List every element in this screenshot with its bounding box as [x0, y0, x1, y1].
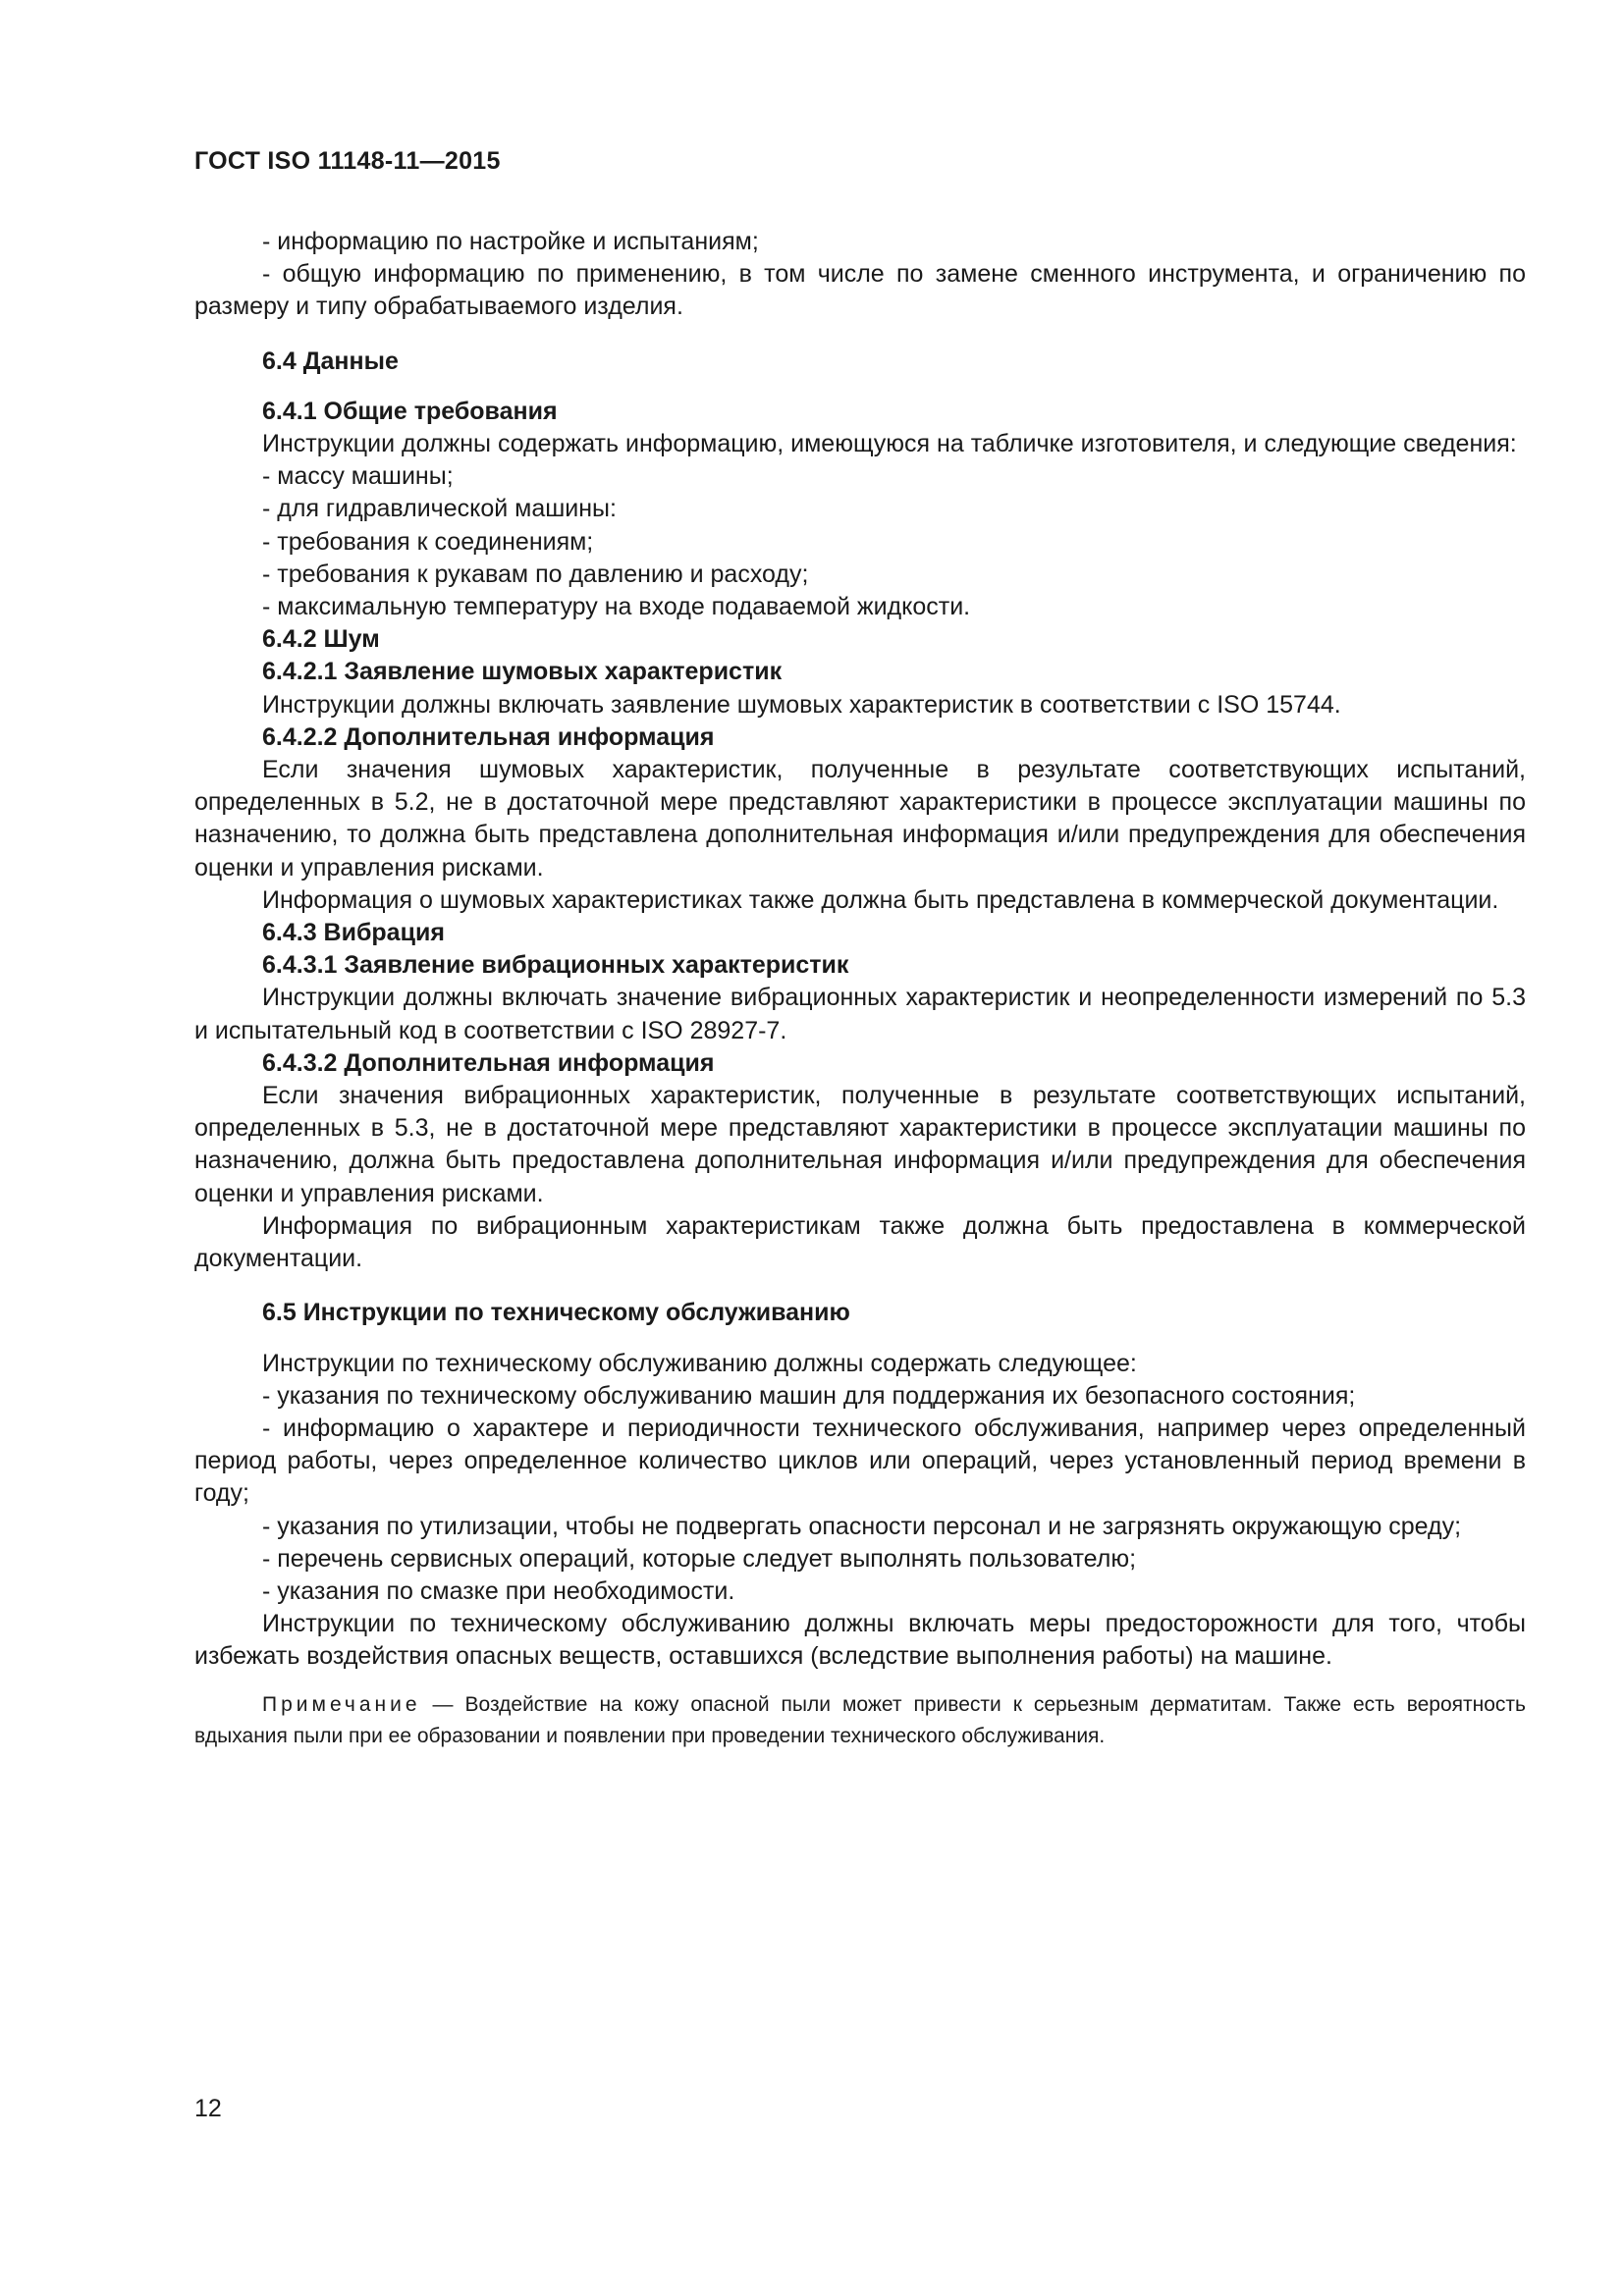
list-item: - для гидравлической машины:	[262, 495, 617, 523]
list-item: - указания по утилизации, чтобы не подвергать опасности персонал и не загрязнять окружающую среду;	[262, 1512, 1462, 1540]
paragraph: Инструкции должны включать заявление шумовых характеристик в соответствии с ISO 15744.	[262, 690, 1341, 719]
page-number: 12	[194, 2095, 222, 2122]
note-text: — Воздействие на кожу опасной пыли может привести к серьезным дерматитам. Также есть вероятность вдыхания пыли при ее образовании и появлении при проведении технического обслуживания.	[194, 1692, 1526, 1747]
document-body	[194, 226, 1526, 1773]
subsection-heading-6-4-2-2: 6.4.2.2 Дополнительная информация	[262, 722, 715, 751]
list-item: - указания по смазке при необходимости.	[262, 1576, 735, 1605]
paragraph: Инструкции по техническому обслуживанию должны включать меры предосторожности для того, чтобы избежать воздействия опасных веществ, оставшихся (вследствие выполнения работы) на машине.	[194, 1610, 1526, 1671]
note-label: Примечание	[262, 1692, 421, 1716]
section-heading-6-5: 6.5 Инструкции по техническому обслуживанию	[262, 1299, 850, 1327]
subsection-heading-6-4-3-2: 6.4.3.2 Дополнительная информация	[262, 1048, 715, 1077]
subsection-heading-6-4-3: 6.4.3 Вибрация	[262, 919, 445, 947]
paragraph: Информация по вибрационным характеристикам также должна быть предоставлена в коммерческой документации.	[194, 1211, 1526, 1273]
list-item: - указания по техническому обслуживанию машин для поддержания их безопасного состояния;	[262, 1381, 1356, 1410]
subsection-heading-6-4-2-1: 6.4.2.1 Заявление шумовых характеристик	[262, 658, 783, 686]
paragraph: Инструкции по техническому обслуживанию должны содержать следующее:	[262, 1349, 1137, 1377]
paragraph: Инструкции должны включать значение вибрационных характеристик и неопределенности измерений по 5.3 и испытательный код в соответствии с ISO 28927-7.	[194, 984, 1526, 1044]
paragraph: Если значения шумовых характеристик, полученные в результате соответствующих испытаний, определенных в 5.2, не в достаточной мере представляют характеристики в процессе эксплуатации машины по назначению, то должна быть представлена дополнительная информация и/или предупреждения для обеспечения оценки и управления рисками.	[194, 756, 1526, 881]
list-item: - требования к рукавам по давлению и расходу;	[262, 560, 809, 588]
subsection-heading-6-4-3-1: 6.4.3.1 Заявление вибрационных характеристик	[262, 951, 849, 980]
list-item: - массу машины;	[262, 462, 454, 491]
list-item: - общую информацию по применению, в том числе по замене сменного инструмента, и ограничению по размеру и типу обрабатываемого изделия.	[194, 260, 1526, 321]
list-item: - перечень сервисных операций, которые следует выполнять пользователю;	[262, 1544, 1137, 1573]
paragraph: Информация о шумовых характеристиках также должна быть представлена в коммерческой документации.	[262, 885, 1499, 914]
list-item: - информацию по настройке и испытаниям;	[262, 228, 759, 255]
document-code-header: ГОСТ ISO 11148-11—2015	[194, 147, 501, 175]
section-heading-6-4: 6.4 Данные	[262, 347, 399, 375]
paragraph: Если значения вибрационных характеристик, полученные в результате соответствующих испытаний, определенных в 5.3, не в достаточной мере представляют характеристики в процессе эксплуатации машины по назначению, должна быть предоставлена дополнительная информация и/или предупреждения для обеспечения оценки и управления рисками.	[194, 1082, 1526, 1207]
list-item: - информацию о характере и периодичности технического обслуживания, например через определенный период работы, через определенное количество циклов или операций, через установленный период времени в году;	[194, 1414, 1526, 1508]
paragraph: Инструкции должны содержать информацию, имеющуюся на табличке изготовителя, и следующие сведения:	[262, 430, 1517, 458]
note	[194, 1689, 1526, 1752]
subsection-heading-6-4-1: 6.4.1 Общие требования	[262, 397, 558, 425]
list-item: - максимальную температуру на входе подаваемой жидкости.	[262, 593, 971, 621]
list-item: - требования к соединениям;	[262, 527, 594, 556]
subsection-heading-6-4-2: 6.4.2 Шум	[262, 625, 380, 654]
